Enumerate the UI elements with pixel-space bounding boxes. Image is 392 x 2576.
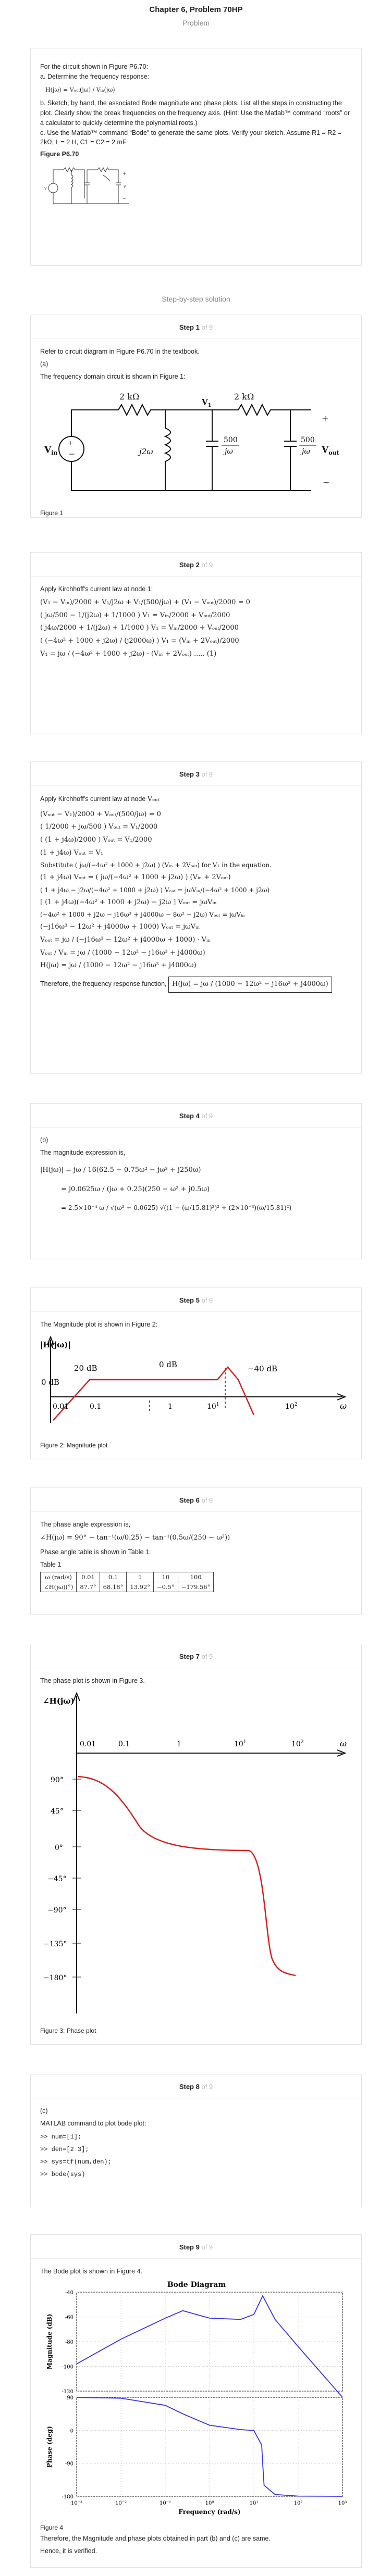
step-8-header: Step 8 of 9 [31,2074,361,2098]
step-3-eq-f: ( 1 + j4ω − j2ω/(−4ω² + 1000 + j2ω) ) Vₒᵤₜ = jωVᵢₙ/(−4ω² + 1000 + j2ω) [40,886,270,894]
svg-text:500: 500 [224,436,238,444]
step-3-substitute: Substitute ( jω/(−4ω² + 1000 + j2ω) ) (Vᵢₙ + 2Vₒᵤₜ) for V₁ in the equation. [40,861,272,869]
svg-text:1: 1 [168,1403,173,1411]
svg-text:+: + [322,414,329,423]
figure-4-caption: Figure 4 [40,2524,64,2531]
y-tick-label: -40 [65,2290,74,2296]
svg-text:ω: ω [340,1739,347,1748]
step-3-header: Step 3 of 9 [31,762,361,786]
step-2-header: Step 2 of 9 [31,553,361,577]
step-8-part: (c) [40,2107,48,2115]
svg-text:−180°: −180° [43,1974,67,1982]
svg-text:−: − [68,449,76,459]
step-5-header: Step 5 of 9 [31,1288,361,1312]
magnitude-ylabel: Magnitude (dB) [46,2314,53,2370]
step-7-header: Step 7 of 9 [31,1644,361,1668]
x-tick-label: 10⁻² [115,2500,127,2506]
step-3-eq-i: (−j16ω³ − 12ω² + j4000ω + 1000) Vₒᵤₜ = jωVᵢₙ [40,923,200,931]
step-3-eq-g: [ (1 + j4ω)(−4ω² + 1000 + j2ω) − j2ω ] Vₒᵤₜ = jωVᵢₙ [40,898,217,906]
step-9-conclusion-1: Therefore, the Magnitude and phase plots obtained in part (b) and (c) are same. [40,2535,271,2542]
step-3-eq-a: (Vₒᵤₜ − V₁)/2000 + Vₒᵤₜ/(500/jω) = 0 [40,810,161,818]
table-row: ∠H(jω)(°) 87.7° 68.18° 13.92° −0.5° −179.56° [41,1582,214,1592]
step-2-eq-4: ( (−4ω² + 1000 + j2ω) / (j2000ω) ) V₁ = (Vᵢₙ + 2Vₒᵤₜ)/2000 [40,637,239,645]
y-tick-label: 90 [67,2395,74,2401]
x-tick-label: 10³ [338,2500,347,2506]
svg-text:0 dB: 0 dB [159,1360,177,1369]
step-6-table-label: Table 1 [40,1560,62,1568]
svg-text:−: − [323,478,330,487]
step-2-intro: Apply Kirchhoff's current law at node 1: [40,585,153,593]
step-6-table-intro: Phase angle table is shown in Table 1: [40,1548,151,1556]
problem-figure-label: Figure P6.70 [40,151,79,158]
step-6-phase-expression: ∠H(jω) = 90° − tan⁻¹(ω/0.25) − tan⁻¹(0.5ω/(250 − ω²)) [40,1534,230,1542]
svg-text:0°: 0° [55,1844,63,1852]
figure-3-caption: Figure 3: Phase plot [40,2027,96,2034]
step-2-eq-1: (V₁ − Vᵢₙ)/2000 + V₁/j2ω + V₁/(500/jω) + (V₁ − Vₒᵤₜ)/2000 = 0 [40,598,250,606]
svg-text:0.1: 0.1 [90,1403,102,1411]
step-4-card [30,1103,362,1259]
x-tick-label: 10⁻³ [70,2500,83,2506]
svg-text:102: $10^2$ [291,1740,304,1748]
step-4-mag-2: = j0.0625ω / (jω + 0.25)(250 − ω² + j0.5ω) [61,1185,210,1193]
step-3-eq-k: Vₒᵤₜ / Vᵢₙ = jω / (1000 − 12ω² − j16ω³ + j4000ω) [40,948,205,957]
code-line: >> sys=tf(num,den); [40,2158,112,2166]
code-line: >> num=[1]; [40,2133,82,2141]
y-tick-label: -100 [62,2364,74,2370]
svg-text:0.01: 0.01 [53,1403,69,1411]
step-3-eq-j: Vₒᵤₜ = jω / (−j16ω³ − 12ω² + j4000ω + 1000) · Vᵢₙ [40,935,211,944]
problem-card [30,48,362,266]
magnitude-sketch [40,1332,353,1436]
svg-text:j2ω: j2ω [139,447,153,456]
step-3-eq-h: (−4ω² + 1000 + j2ω − j16ω³ + j4000ω − 8ω² − j2ω) Vₒᵤₜ = jωVᵢₙ [40,911,245,919]
step-5-intro: The Magnitude plot is shown in Figure 2: [40,1321,158,1328]
step-2-card [30,552,362,734]
step-9-header: Step 9 of 9 [31,2235,361,2259]
figure-1-caption: Figure 1 [40,509,64,517]
code-line: >> den=[2 3]; [40,2146,89,2153]
svg-text:20 dB: 20 dB [74,1364,97,1373]
solution-heading: Step-by-step solution [162,295,230,303]
x-tick-label: 10⁰ [205,2500,214,2506]
svg-text:102: $10^2$ [285,1402,298,1411]
step-3-eq-d: (1 + j4ω) Vₒᵤₜ = V₁ [40,848,104,857]
svg-text:+: + [67,439,74,447]
step-7-intro: The phase plot is shown in Figure 3. [40,1677,145,1684]
step-5-card [30,1287,362,1459]
svg-text:|H(jω)|: |H(jω)| [40,1340,71,1349]
step-6-card [30,1487,362,1615]
problem-heading: Problem [182,19,210,27]
svg-text:v: v [124,184,126,189]
phase-ylabel: Phase (deg) [46,2426,53,2468]
bode-xlabel: Frequency (rad/s) [178,2508,241,2516]
code-line: >> bode(sys) [40,2171,85,2178]
svg-text:+: + [123,171,126,176]
problem-part-b: b. Sketch, by hand, the associated Bode magnitude and phase plots. List all the steps in constructing the plot. Clearly show the break frequencies on the frequency axis. (Hint: Use the Matlab™ command “roots” or a calculator to quickly determine the polynomial roots.) [40,99,350,127]
svg-text:−: − [123,196,126,201]
step-2-eq-5: V₁ = jω / (−4ω² + 1000 + j2ω) · (Vᵢₙ + 2Vₒᵤₜ) ..... (1) [40,649,217,658]
y-tick-label: 0 [70,2428,74,2434]
svg-text:2 kΩ: 2 kΩ [234,392,254,402]
y-tick-label: -80 [65,2340,74,2345]
svg-text:−45°: −45° [47,1875,67,1883]
step-7-card [30,1644,362,2045]
svg-text:0 dB: 0 dB [41,1378,59,1387]
step-1-line-2: (a) [40,360,48,368]
svg-text:Vin: $V_{in}$ [44,445,58,456]
step-3-final: Therefore, the frequency response function, H(jω) = jω / (1000 − 12ω² − j16ω³ + j4000ω) [40,977,352,993]
step-6-intro: The phase angle expression is, [40,1521,131,1528]
phase-table [40,1572,214,1592]
svg-text:−90°: −90° [47,1906,67,1915]
svg-text:45°: 45° [51,1807,64,1816]
x-tick-label: 10⁻¹ [159,2500,172,2506]
step-3-eq-e: (1 + j4ω) Vₒᵤₜ = ( jω/(−4ω² + 1000 + j2ω) ) (Vᵢₙ + 2Vₒᵤₜ) [40,873,231,882]
svg-text:∠H(jω): ∠H(jω) [43,1696,75,1706]
step-3-eq-l: H(jω) = jω / (1000 − 12ω² − j16ω³ + j4000ω) [40,961,197,970]
problem-part-a: a. Determine the frequency response: [40,72,150,80]
problem-intro: For the circuit shown in Figure P6.70: [40,63,149,70]
svg-text:−40 dB: −40 dB [248,1364,278,1373]
step-6-header: Step 6 of 9 [31,1488,361,1512]
x-tick-label: 10¹ [249,2500,259,2506]
svg-text:−135°: −135° [43,1940,67,1948]
svg-text:90°: 90° [51,1776,64,1784]
svg-text:101: $10^1$ [234,1740,247,1748]
step-2-eq-3: ( j4ω/2000 + 1/(j2ω) + 1/1000 ) V₁ = Vᵢₙ/2000 + Vₒᵤₜ/2000 [40,624,239,632]
step-4-part: (b) [40,1136,48,1144]
step-4-intro: The magnitude expression is, [40,1149,126,1156]
step-3-eq-c: ( (1 + j4ω)/2000 ) Vₒᵤₜ = V₁/2000 [40,836,152,844]
page-title: Chapter 6, Problem 70HP [149,5,243,14]
svg-text:V1: $V_1$ [202,397,212,408]
step-4-mag-1: |H(jω)| = jω / 16(62.5 − 0.75ω² − jω³ + j250ω) [40,1166,201,1174]
step-8-card [30,2074,362,2207]
figure-2-caption: Figure 2: Magnitude plot [40,1442,108,1449]
svg-text:500: 500 [301,436,315,444]
y-tick-label: -60 [65,2315,74,2321]
svg-text:0.1: 0.1 [118,1740,130,1748]
svg-text:101: $10^1$ [207,1402,219,1411]
svg-text:0.01: 0.01 [80,1740,96,1748]
step-4-mag-3: = 2.5×10⁻⁴ ω / √(ω² + 0.0625) √((1 − (ω/15.81)²)² + (2×10⁻³)(ω/15.81)²) [61,1204,292,1212]
problem-part-c: c. Use the Matlab™ command “Bode” to generate the same plots. Verify your sketch. Assume R1 = R2 = 2kΩ, L = 2 H, C1 = C2 = 2 mF [40,129,342,146]
svg-text:jω: jω [302,447,310,456]
y-tick-label: -90 [65,2461,74,2467]
x-tick-label: 10² [293,2500,303,2506]
svg-text:Vout: $V_{out}$ [322,445,339,456]
circuit-diagram [40,384,353,504]
step-3-card [30,761,362,1074]
step-1-line-1: Refer to circuit diagram in Figure P6.70 in the textbook. [40,348,200,355]
bode-diagram [40,2279,353,2518]
svg-text:1: 1 [177,1740,181,1748]
phase-sketch [40,1688,353,2021]
step-1-header: Step 1 of 9 [31,315,361,339]
step-3-intro: Apply Kirchhoff's current law at node Vₒᵤₜ [40,795,160,803]
step-9-card [30,2234,362,2568]
problem-circuit-thumbnail [40,159,144,206]
step-1-line-3: The frequency domain circuit is shown in Figure 1: [40,373,186,380]
svg-text:2 kΩ: 2 kΩ [119,392,140,402]
svg-text:jω: jω [225,447,233,456]
step-1-card [30,315,362,518]
problem-hjw: H(jω) = Vₒᵤₜ(jω) / Vᵢₙ(jω) [45,86,115,93]
bode-title: Bode Diagram [167,2281,226,2289]
y-tick-label: -120 [62,2389,74,2395]
svg-text:v: v [44,185,47,191]
step-8-intro: MATLAB command to plot bode plot: [40,2120,146,2127]
step-4-header: Step 4 of 9 [31,1104,361,1128]
svg-text:ω: ω [340,1401,347,1411]
step-3-eq-b: ( 1/2000 + jω/500 ) Vₒᵤₜ = V₁/2000 [40,823,158,831]
step-2-eq-2: ( jω/500 − 1/(j2ω) + 1/1000 ) V₁ = Vᵢₙ/2000 + Vₒᵤₜ/2000 [40,611,230,619]
step-9-conclusion-2: Hence, it is verified. [40,2547,97,2555]
table-row: ω (rad/s) 0.01 0.1 1 10 100 [41,1572,214,1582]
y-tick-label: -180 [62,2494,74,2500]
step-9-intro: The Bode plot is shown in Figure 4. [40,2268,142,2275]
